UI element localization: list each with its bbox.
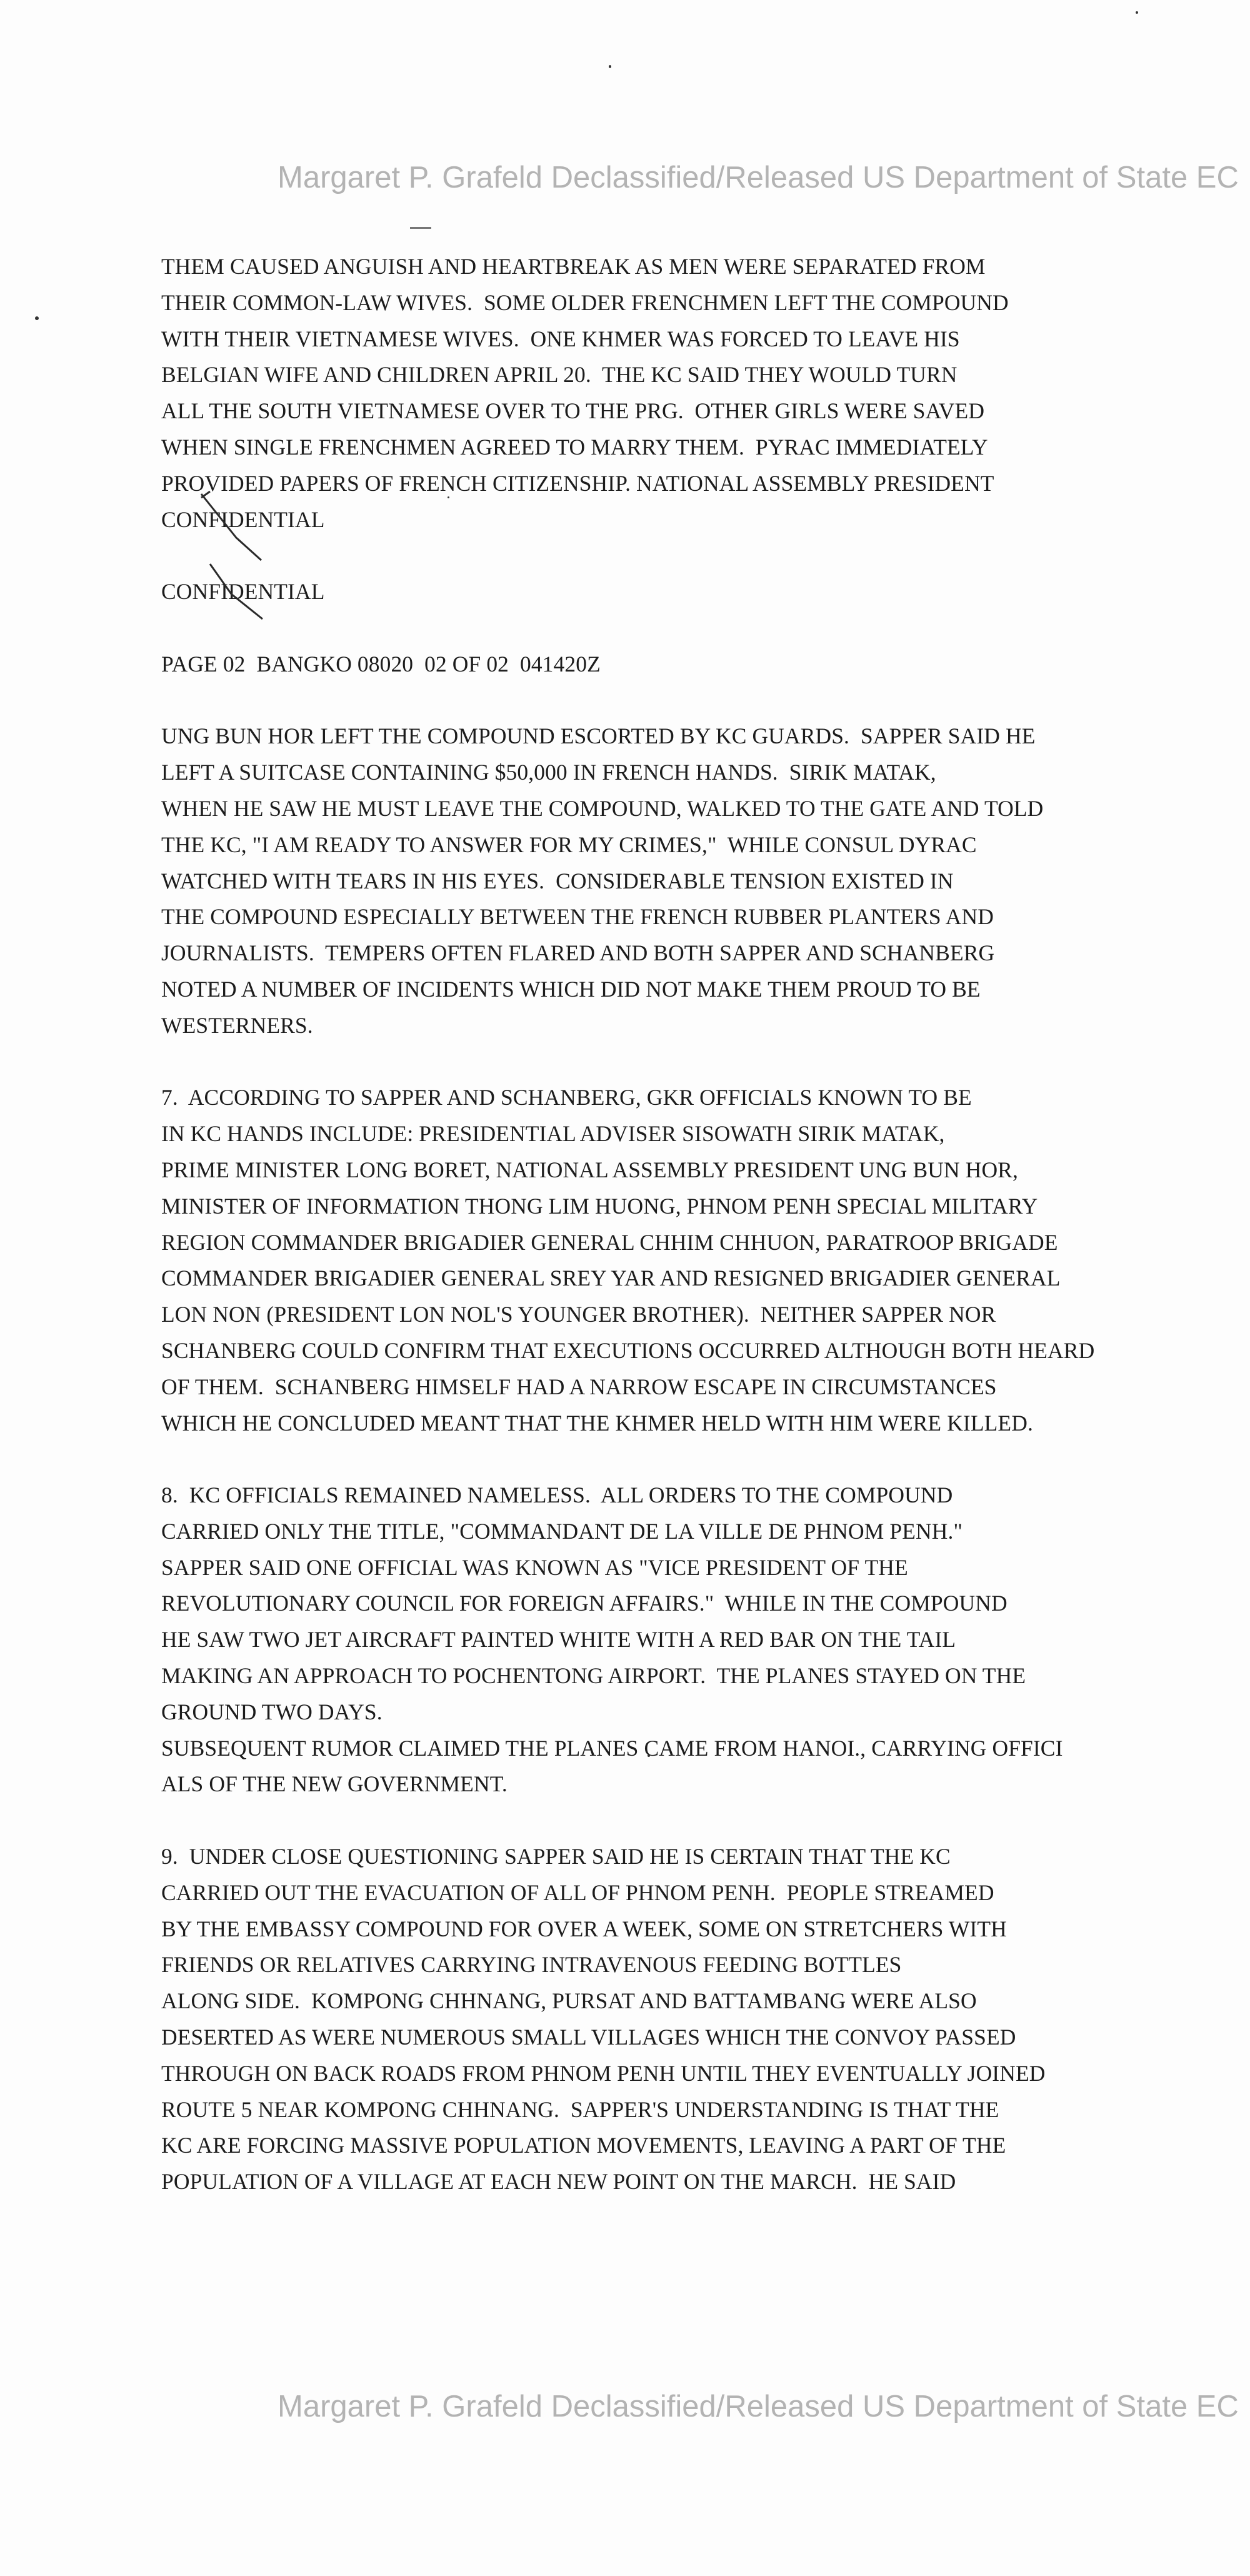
text-line: BY THE EMBASSY COMPOUND FOR OVER A WEEK, SOME ON STRETCHERS WITH (161, 1916, 1007, 1941)
text-line: WHICH HE CONCLUDED MEANT THAT THE KHMER HELD WITH HIM WERE KILLED. (161, 1410, 1033, 1436)
text-line: THEM CAUSED ANGUISH AND HEARTBREAK AS MEN WERE SEPARATED FROM (161, 254, 986, 279)
text-line: 7. ACCORDING TO SAPPER AND SCHANBERG, GKR OFFICIALS KNOWN TO BE (161, 1085, 972, 1110)
text-line: ALS OF THE NEW GOVERNMENT. (161, 1771, 508, 1797)
text-line: WITH THEIR VIETNAMESE WIVES. ONE KHMER WAS FORCED TO LEAVE HIS (161, 326, 960, 351)
text-line: CONFIDENTIAL (161, 506, 325, 532)
text-line: THE KC, "I AM READY TO ANSWER FOR MY CRIMES," WHILE CONSUL DYRAC (161, 832, 977, 857)
scan-speck (35, 316, 39, 320)
paragraph-gap (161, 538, 1224, 574)
paragraph-gap (161, 1441, 1224, 1477)
text-line: LEFT A SUITCASE CONTAINING $50,000 IN FRENCH HANDS. SIRIK MATAK, (161, 760, 936, 785)
text-line: IN KC HANDS INCLUDE: PRESIDENTIAL ADVISER SISOWATH SIRIK MATAK, (161, 1121, 945, 1147)
text-line: WHEN SINGLE FRENCHMEN AGREED TO MARRY THEM. PYRAC IMMEDIATELY (161, 434, 988, 460)
text-line: LON NON (PRESIDENT LON NOL'S YOUNGER BROTHER). NEITHER SAPPER NOR (161, 1302, 996, 1327)
text-line: WESTERNERS. (161, 1012, 313, 1038)
paragraph (161, 1477, 1224, 1803)
text-line: FRIENDS OR RELATIVES CARRYING INTRAVENOUS FEEDING BOTTLES (161, 1952, 902, 1978)
text-line: ALL THE SOUTH VIETNAMESE OVER TO THE PRG. OTHER GIRLS WERE SAVED (161, 398, 985, 424)
text-line: WHEN HE SAW HE MUST LEAVE THE COMPOUND, WALKED TO THE GATE AND TOLD (161, 795, 1044, 821)
text-line: SUBSEQUENT RUMOR CLAIMED THE PLANES CAME FROM HANOI., CARRYING OFFICI (161, 1735, 1063, 1761)
text-line: PROVIDED PAPERS OF FRENCH CITIZENSHIP. NATIONAL ASSEMBLY PRESIDENT (161, 470, 994, 496)
declassification-watermark-top: Margaret P. Grafeld Declassified/Released US Department of State EC (278, 161, 1239, 194)
text-line: ALONG SIDE. KOMPONG CHHNANG, PURSAT AND BATTAMBANG WERE ALSO (161, 1988, 977, 2014)
paragraph (161, 1839, 1224, 2200)
text-line: HE SAW TWO JET AIRCRAFT PAINTED WHITE WITH A RED BAR ON THE TAIL (161, 1627, 956, 1653)
text-line: GROUND TWO DAYS. (161, 1699, 382, 1724)
scan-mark (410, 227, 431, 229)
text-line: COMMANDER BRIGADIER GENERAL SREY YAR AND RESIGNED BRIGADIER GENERAL (161, 1265, 1061, 1291)
text-line: BELGIAN WIFE AND CHILDREN APRIL 20. THE KC SAID THEY WOULD TURN (161, 362, 958, 388)
text-line: REVOLUTIONARY COUNCIL FOR FOREIGN AFFAIRS." WHILE IN THE COMPOUND (161, 1591, 1008, 1616)
text-line: WATCHED WITH TEARS IN HIS EYES. CONSIDERABLE TENSION EXISTED IN (161, 868, 954, 893)
paragraph-gap (161, 683, 1224, 719)
paragraph-gap (161, 1803, 1224, 1839)
text-line: THROUGH ON BACK ROADS FROM PHNOM PENH UNTIL THEY EVENTUALLY JOINED (161, 2060, 1046, 2086)
text-line: 8. KC OFFICIALS REMAINED NAMELESS. ALL ORDERS TO THE COMPOUND (161, 1482, 953, 1508)
cable-body-text (161, 249, 1224, 2200)
paragraph (161, 249, 1224, 538)
declassification-watermark-bottom: Margaret P. Grafeld Declassified/Released US Department of State EC (278, 2390, 1239, 2423)
text-line: SAPPER SAID ONE OFFICIAL WAS KNOWN AS "VICE PRESIDENT OF THE (161, 1554, 908, 1580)
text-line: SCHANBERG COULD CONFIRM THAT EXECUTIONS OCCURRED ALTHOUGH BOTH HEARD (161, 1337, 1095, 1363)
scan-speck (609, 65, 611, 68)
text-line: UNG BUN HOR LEFT THE COMPOUND ESCORTED BY KC GUARDS. SAPPER SAID HE (161, 723, 1036, 749)
text-line: POPULATION OF A VILLAGE AT EACH NEW POINT ON THE MARCH. HE SAID (161, 2169, 956, 2195)
text-line: PRIME MINISTER LONG BORET, NATIONAL ASSEMBLY PRESIDENT UNG BUN HOR, (161, 1157, 1018, 1182)
text-line: REGION COMMANDER BRIGADIER GENERAL CHHIM CHHUON, PARATROOP BRIGADE (161, 1229, 1058, 1255)
paragraph (161, 574, 1224, 610)
paragraph-gap (161, 1044, 1224, 1080)
text-line: NOTED A NUMBER OF INCIDENTS WHICH DID NOT MAKE THEM PROUD TO BE (161, 976, 981, 1002)
text-line: THE COMPOUND ESPECIALLY BETWEEN THE FRENCH RUBBER PLANTERS AND (161, 904, 994, 930)
text-line: CONFIDENTIAL (161, 579, 325, 605)
text-line: JOURNALISTS. TEMPERS OFTEN FLARED AND BOTH SAPPER AND SCHANBERG (161, 940, 995, 966)
text-line: CARRIED ONLY THE TITLE, "COMMANDANT DE LA VILLE DE PHNOM PENH." (161, 1518, 963, 1544)
text-line: KC ARE FORCING MASSIVE POPULATION MOVEMENTS, LEAVING A PART OF THE (161, 2133, 1006, 2158)
paragraph (161, 1080, 1224, 1441)
text-line: THEIR COMMON-LAW WIVES. SOME OLDER FRENCHMEN LEFT THE COMPOUND (161, 289, 1009, 315)
text-line: ROUTE 5 NEAR KOMPONG CHHNANG. SAPPER'S UNDERSTANDING IS THAT THE (161, 2096, 999, 2122)
paragraph-gap (161, 610, 1224, 647)
text-line: DESERTED AS WERE NUMEROUS SMALL VILLAGES WHICH THE CONVOY PASSED (161, 2025, 1016, 2050)
scan-speck (1136, 11, 1138, 14)
text-line: OF THEM. SCHANBERG HIMSELF HAD A NARROW ESCAPE IN CIRCUMSTANCES (161, 1374, 997, 1399)
text-line: MINISTER OF INFORMATION THONG LIM HUONG, PHNOM PENH SPECIAL MILITARY (161, 1193, 1038, 1219)
text-line: CARRIED OUT THE EVACUATION OF ALL OF PHNOM PENH. PEOPLE STREAMED (161, 1879, 994, 1905)
paragraph (161, 647, 1224, 683)
text-line: PAGE 02 BANGKO 08020 02 OF 02 041420Z (161, 651, 601, 677)
paragraph (161, 718, 1224, 1044)
text-line: MAKING AN APPROACH TO POCHENTONG AIRPORT. THE PLANES STAYED ON THE (161, 1663, 1026, 1689)
text-line: 9. UNDER CLOSE QUESTIONING SAPPER SAID HE IS CERTAIN THAT THE KC (161, 1844, 951, 1869)
